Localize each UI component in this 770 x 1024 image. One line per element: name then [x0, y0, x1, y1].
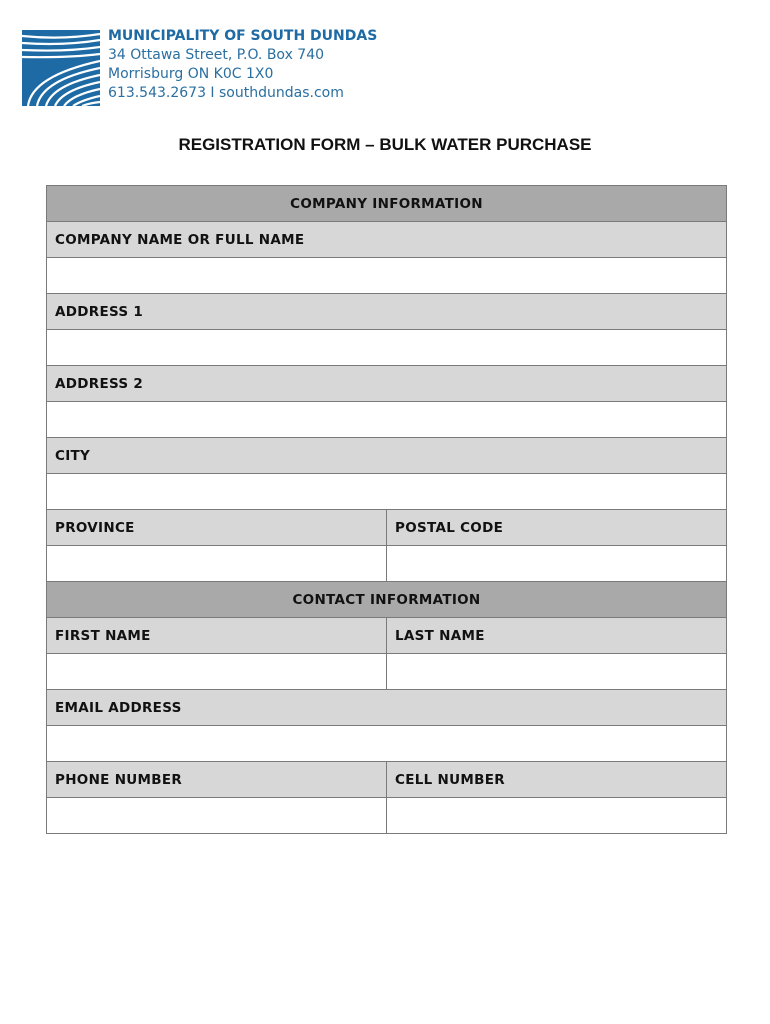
- email-input[interactable]: [55, 729, 718, 759]
- province-label: PROVINCE: [47, 510, 387, 546]
- letterhead: [22, 27, 442, 107]
- name-field-row: [47, 654, 727, 690]
- organization-info: [108, 27, 377, 103]
- postal-code-cell: [387, 546, 727, 582]
- address-line-2: Morrisburg ON K0C 1X0: [108, 66, 274, 82]
- cell-number-cell: [387, 798, 727, 834]
- company-name-label: COMPANY NAME OR FULL NAME: [47, 222, 727, 258]
- email-field-row: [47, 726, 727, 762]
- address2-label: ADDRESS 2: [47, 366, 727, 402]
- address2-field-row: [47, 402, 727, 438]
- contact-section-heading: CONTACT INFORMATION: [47, 582, 727, 618]
- city-label: CITY: [47, 438, 727, 474]
- email-cell: [47, 726, 727, 762]
- cell-label: CELL NUMBER: [387, 762, 727, 798]
- first-name-cell: [47, 654, 387, 690]
- field-rows-logo-icon: [22, 30, 100, 106]
- registration-form-table: [46, 185, 727, 834]
- address2-cell: [47, 402, 727, 438]
- address2-input[interactable]: [55, 405, 718, 435]
- email-label: EMAIL ADDRESS: [47, 690, 727, 726]
- postal-code-input[interactable]: [395, 549, 718, 579]
- email-label-row: [47, 690, 727, 726]
- last-name-input[interactable]: [395, 657, 718, 687]
- city-cell: [47, 474, 727, 510]
- company-name-input[interactable]: [55, 261, 718, 291]
- address1-input[interactable]: [55, 333, 718, 363]
- address1-label: ADDRESS 1: [47, 294, 727, 330]
- contact-section-header-row: [47, 582, 727, 618]
- phone-input[interactable]: [55, 801, 378, 831]
- last-name-cell: [387, 654, 727, 690]
- cell-input[interactable]: [395, 801, 718, 831]
- first-name-label: FIRST NAME: [47, 618, 387, 654]
- company-name-field-row: [47, 258, 727, 294]
- province-input[interactable]: [55, 549, 378, 579]
- province-cell: [47, 546, 387, 582]
- first-name-input[interactable]: [55, 657, 378, 687]
- city-field-row: [47, 474, 727, 510]
- company-name-cell: [47, 258, 727, 294]
- city-label-row: [47, 438, 727, 474]
- address-line-1: 34 Ottawa Street, P.O. Box 740: [108, 47, 325, 63]
- address1-cell: [47, 330, 727, 366]
- phone-label-row: [47, 762, 727, 798]
- organization-name: MUNICIPALITY OF SOUTH DUNDAS: [108, 28, 378, 44]
- province-postal-label-row: [47, 510, 727, 546]
- company-name-label-row: [47, 222, 727, 258]
- address1-label-row: [47, 294, 727, 330]
- last-name-label: LAST NAME: [387, 618, 727, 654]
- postal-code-label: POSTAL CODE: [387, 510, 727, 546]
- contact-line: 613.543.2673 I southdundas.com: [108, 85, 344, 101]
- address1-field-row: [47, 330, 727, 366]
- form-title: REGISTRATION FORM – BULK WATER PURCHASE: [178, 135, 592, 154]
- company-section-header-row: [47, 186, 727, 222]
- province-postal-field-row: [47, 546, 727, 582]
- phone-cell: [47, 798, 387, 834]
- company-section-heading: COMPANY INFORMATION: [47, 186, 727, 222]
- phone-field-row: [47, 798, 727, 834]
- address2-label-row: [47, 366, 727, 402]
- phone-label: PHONE NUMBER: [47, 762, 387, 798]
- name-label-row: [47, 618, 727, 654]
- city-input[interactable]: [55, 477, 718, 507]
